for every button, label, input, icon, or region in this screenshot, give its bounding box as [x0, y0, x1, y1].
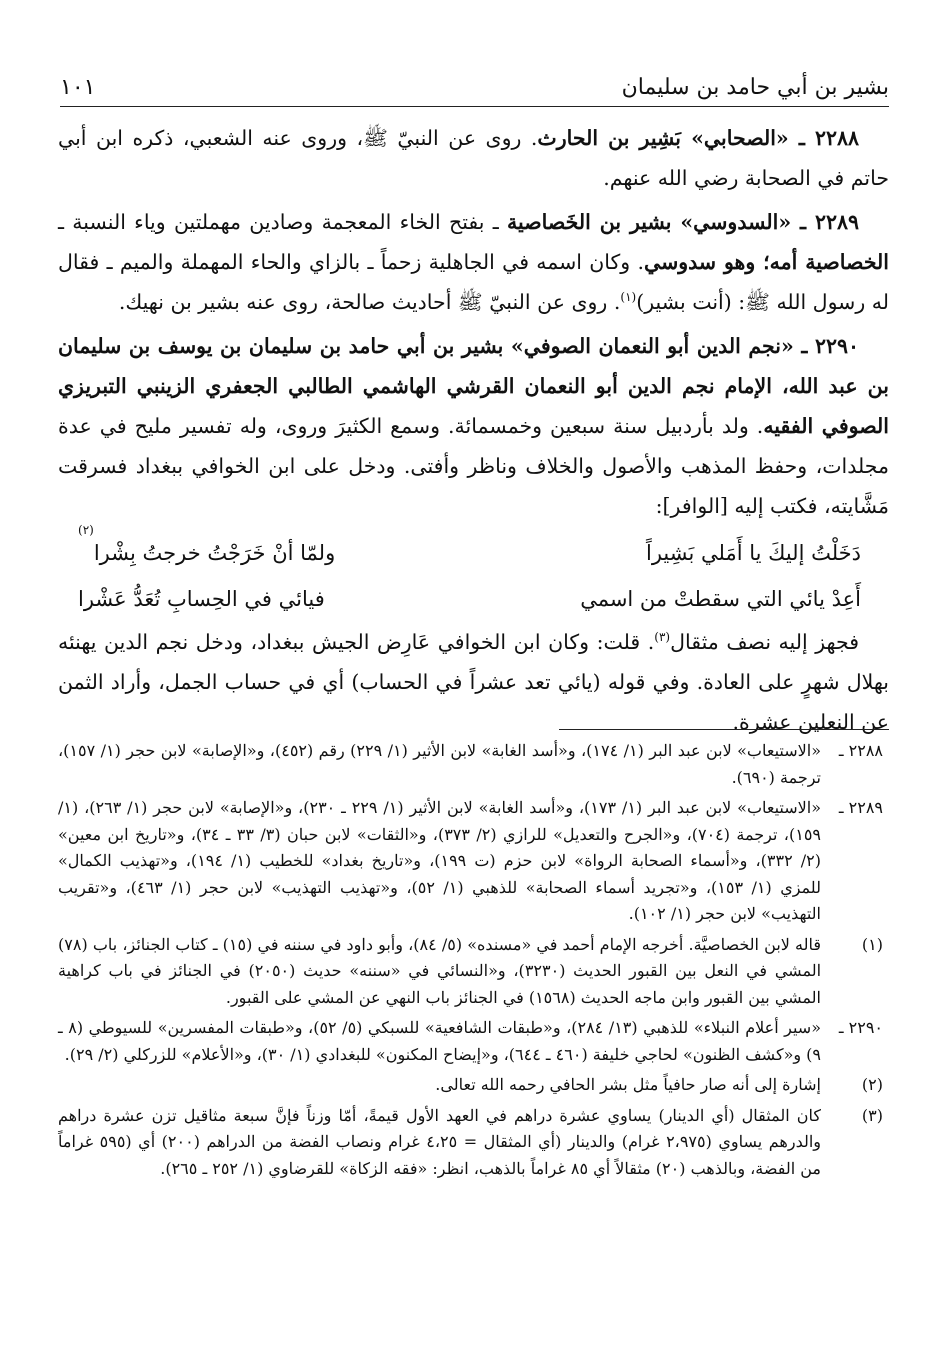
footnote-text: «الاستيعاب» لابن عبد البر (١/ ١٧٣)، و«أسد الغابة» لابن الأثير (١/ ٢٢٩ ـ ٢٣٠)، و«الإصابة» لابن حجر (١/ ٢٦٣)، (١/ ١٥٩)، ترجمة (٧٠٤)، و«الجرح والتعديل» للرازي (٢/ ٣٧٣)، و«الثقات» لابن حبان (٣/ ٣٣ ـ ٣٤)، و«تاريخ ابن معين» (٢/ ٣٣٢)، و«أسماء الصحابة الرواة» لابن حزم (ت ١٩٩)، و«تاريخ بغداد» للخطيب (١/ ١٩٤)، و«تهذيب الكمال» للمزي (١/ ١٥٣)، و«تجريد أسماء الصحابة» للذهبي (١/ ٥٢)، و«تهذيب التهذيب» لابن حجر (١/ ٤٦٣)، و«تقريب التهذيب» لابن حجر (١/ ١٠٢).	[58, 798, 822, 923]
footnote	[58, 738, 889, 791]
verse-second-hemistich: فيائي في الحِسابِ تُعَدُّ عَشْرا	[78, 587, 325, 611]
entry-2289	[58, 202, 889, 322]
verse-second-hemistich	[78, 523, 455, 576]
entry-body: ـ بفتح الخاء المعجمة وصادين مهملتين وياء النسبة ـ	[58, 210, 508, 234]
footnote-key: ٢٢٨٩ ـ	[838, 798, 883, 817]
main-text	[58, 118, 889, 746]
footnote-ref: (١)	[620, 290, 637, 305]
footnote-key: ٢٢٨٨ ـ	[838, 741, 883, 760]
entry-body: . روى عن النبيّ ﷺ، وروى عنه الشعبي، ذكره ابن أبي حاتم في الصحابة رضي الله عنهم.	[58, 126, 889, 190]
entry-heading: ٢٢٨٨ ـ «الصحابي» بَشِير بن الحارث	[537, 126, 859, 150]
footnote	[58, 1015, 889, 1068]
verse-text: ولمّا أنْ خَرَجْتُ خرجتُ بِشْرا	[93, 541, 336, 565]
footnote-text: إشارة إلى أنه صار حافياً مثل بشر الحافي رحمه الله تعالى.	[435, 1075, 821, 1094]
footnote	[58, 1103, 889, 1183]
footnote-text: قاله لابن الخصاصيَّة. أخرجه الإمام أحمد في «مسنده» (٥/ ٨٤)، وأبو داود في سننه في (١٥) ـ كتاب الجنائز، باب (٧٨) المشي في النعل بين القبور الحديث (٣٢٣٠)، و«النسائي في «سننه» حديث (٢٠٥٠) في الجنائز في باب كراهية المشي بين القبور وابن ماجه الحديث (١٥٦٨) في الجنائز باب النهي عن المشي على القبور.	[58, 934, 822, 1007]
entry-2288	[58, 118, 889, 198]
paragraph-text: فجهز إليه نصف مثقال	[670, 630, 859, 654]
footnote-text: كان المثقال (أي الدينار) يساوي عشرة دراهم في العهد الأول قيمةً، أمّا وزناً فإنَّ سبعة مثاقيل تزن عشرة دراهم والدرهم يساوي (٢،٩٧٥ غرام) والدينار (أي المثقال = ٤،٢٥ غرام ونصاب الفضة من الدراهم (٢٠٠) أي (٥٩٥ غراماً من الفضة، وبالذهب (٢٠) مثقالاً أي ٨٥ غراماً بالذهب، انظر: «فقه الزكاة» للقرضاوي (١/ ٢٥٢ ـ ٢٦٥).	[58, 1105, 822, 1178]
footnotes	[58, 738, 889, 1186]
paragraph-text: . قلت: وكان ابن الخوافي عَارِض الجيش ببغداد، ودخل نجم الدين يهنئه بهلال شهرٍ على العادة. وفي قوله (يائي تعد عشراً في الحساب) أي في حساب الجمل، وأراد الثمن عن النعلين عشرة.	[58, 630, 889, 734]
verse-first-hemistich: دَخَلْتُ إليكَ يا أَمَلي بَشِيراً	[646, 541, 861, 565]
entry-heading: ٢٢٩٠ ـ «نجم الدين أبو النعمان الصوفي» بشير بن أبي حامد بن سليمان بن يوسف بن سليمان بن عبد الله، الإمام نجم الدين أبو النعمان القرشي الهاشمي الطالبي الجعفري الزينبي التبريزي الصوفي الفقيه	[58, 334, 889, 438]
entry-body: . روى عن النبيّ ﷺ أحاديث صالحة، روى عنه بشير بن نهيك.	[118, 290, 621, 314]
footnote	[58, 932, 889, 1012]
footnote-key: (٢)	[861, 1075, 883, 1094]
footnote-text: «الاستيعاب» لابن عبد البر (١/ ١٧٤)، و«أسد الغابة» لابن الأثير (١/ ٢٢٩) رقم (٤٥٢)، و«الإصابة» لابن حجر (١/ ١٥٧)، ترجمة (٦٩٠).	[58, 741, 822, 787]
page-number: ١٠١	[60, 75, 96, 100]
page-header	[60, 58, 889, 107]
poem	[58, 523, 889, 622]
footnote-key: (٣)	[861, 1105, 883, 1125]
footnote-key: (١)	[861, 934, 883, 954]
footnote-ref: (٣)	[654, 630, 671, 645]
footnote-key: ٢٢٩٠ ـ	[838, 1018, 883, 1037]
footnote-ref: (٢)	[78, 523, 94, 537]
entry-body: . وكان اسمه في الجاهلية زحماً ـ بالزاي والحاء المهملة والميم ـ فقال له رسول الله ﷺ: (أنت بشير)	[58, 250, 889, 314]
running-title: بشير بن أبي حامد بن سليمان	[621, 75, 889, 100]
entry-subheading: الخصاصية أمه؛ وهو سدوسي	[643, 250, 889, 274]
footnote-divider	[559, 729, 889, 730]
poem-verse	[58, 523, 889, 576]
entry-body: . ولد بأردبيل سنة سبعين وخمسمائة. وسمع الكثيرَ وروى، وله تفسير مليح في عدة مجلدات، وحفظ المذهب والأصول والخلاف وناظر وأفتى. ودخل على ابن الخوافي ببغداد فسرقت مَشَّايته، فكتب إليه [الوافر]:	[58, 414, 889, 518]
footnote	[58, 1072, 889, 1099]
poem-verse	[58, 576, 889, 622]
footnote	[58, 795, 889, 928]
verse-first-hemistich: أَعِدْ يائي التي سقطتْ من اسمي	[580, 587, 861, 611]
after-poem-paragraph	[58, 622, 889, 742]
footnote-text: «سير أعلام النبلاء» للذهبي (١٣/ ٢٨٤)، و«طبقات الشافعية» للسبكي (٥/ ٥٢)، و«طبقات المفسرين» للسيوطي (٨ ـ ٩) و«كشف الظنون» لحاجي خليفة (٤٦٠ ـ ٦٤٤)، و«إيضاح المكنون» للبغدادي (١/ ٣٠)، و«الأعلام» للزركلي (٢/ ٢٩).	[58, 1018, 822, 1064]
entry-2290	[58, 326, 889, 526]
entry-heading: ٢٢٨٩ ـ «السدوسي» بشير بن الخَصاصية	[507, 210, 860, 234]
